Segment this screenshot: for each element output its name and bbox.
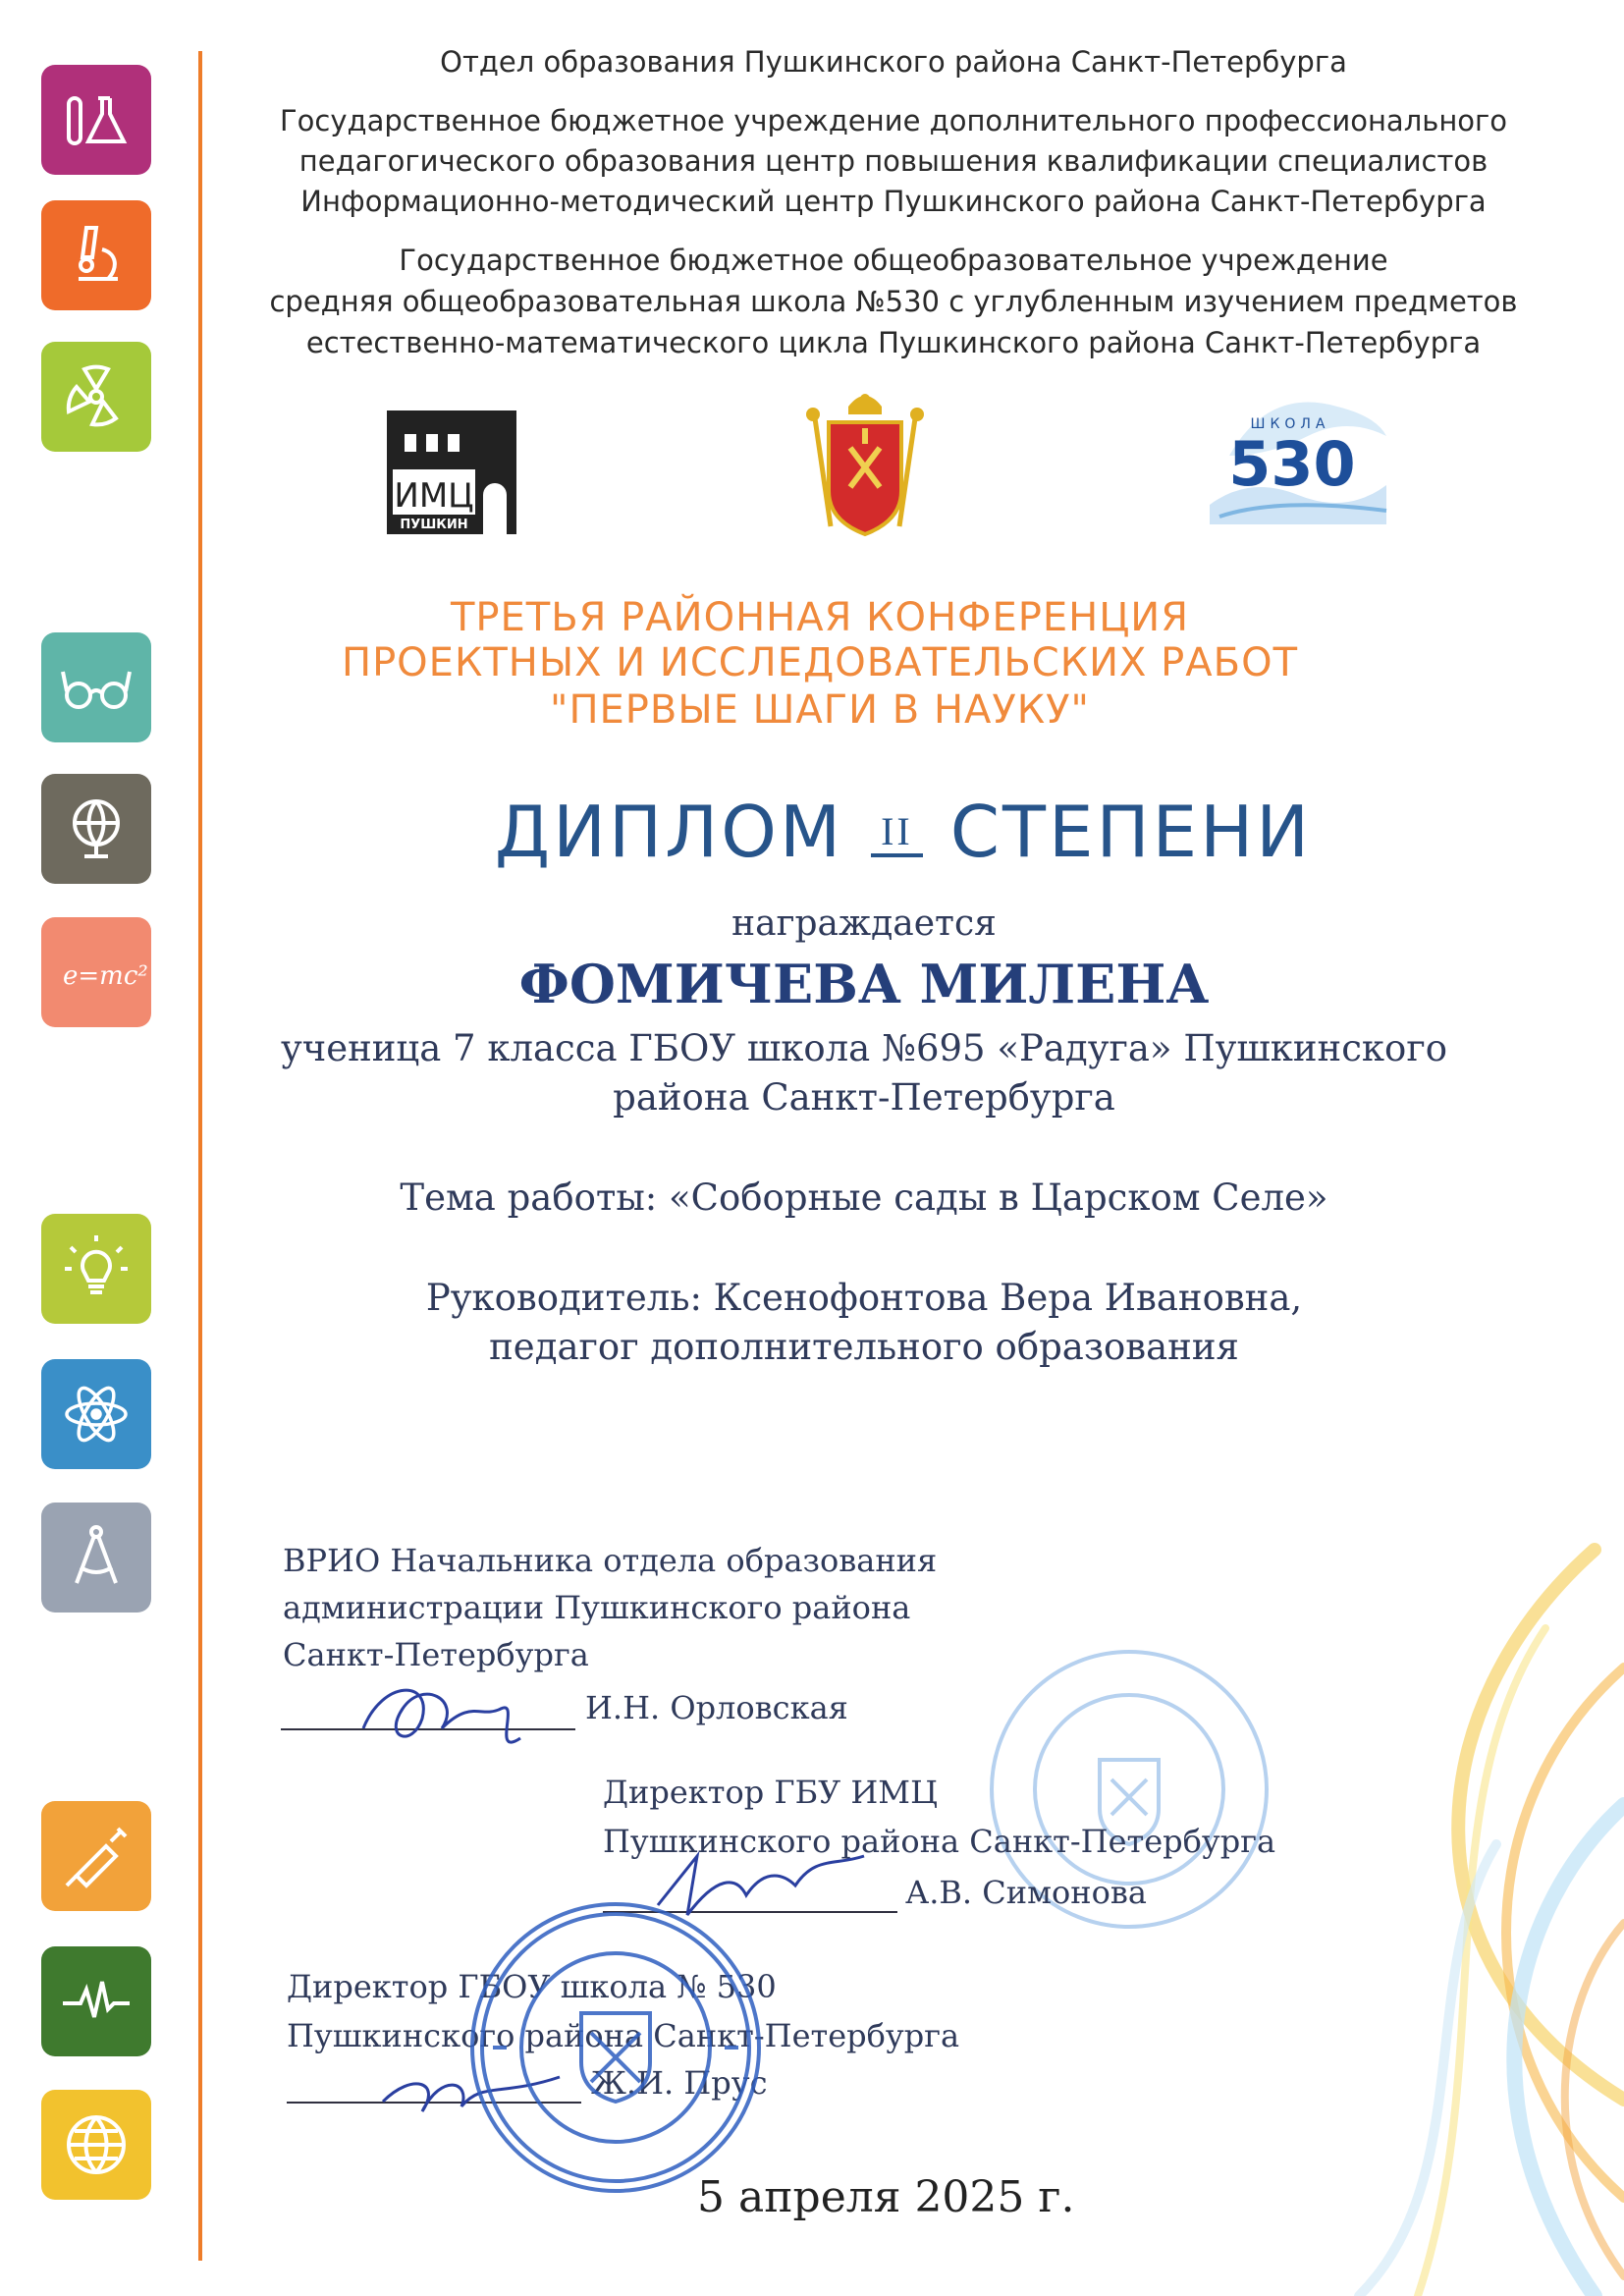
- orange-divider-line: [198, 51, 202, 2261]
- recipient-desc-line2: района Санкт-Петербурга: [613, 1076, 1115, 1119]
- decorative-waves: [1300, 1550, 1624, 2296]
- sig1-handwriting: [353, 1669, 550, 1758]
- header-line-1: Отдел образования Пушкинского района Санкт-Петербурга: [440, 45, 1347, 79]
- header-org3-line3: естественно-математического цикла Пушкинского района Санкт-Петербурга: [305, 326, 1482, 359]
- school-logo-word: ШКОЛА: [1250, 416, 1330, 432]
- degree-word: СТЕПЕНИ: [949, 791, 1313, 873]
- formula-icon: [41, 917, 151, 1027]
- diploma-degree: II: [871, 810, 923, 857]
- glasses-icon: [41, 632, 151, 742]
- coat-of-arms-emblem: [791, 389, 939, 542]
- syringe-icon: [41, 1801, 151, 1911]
- world-grid-icon: [41, 2090, 151, 2200]
- sig1-title-line1: ВРИО Начальника отдела образования: [283, 1542, 938, 1579]
- header-org2-line2: педагогического образования центр повышения квалификации специалистов: [298, 144, 1489, 178]
- header-org2-line1: Государственное бюджетное учреждение дополнительного профессионального: [279, 104, 1508, 137]
- school-530-logo: [1200, 387, 1396, 532]
- school-logo-number: 530: [1228, 428, 1356, 500]
- globe-icon: [41, 774, 151, 884]
- header-org2-line3: Информационно-методический центр Пушкинского района Санкт-Петербурга: [300, 185, 1487, 218]
- conference-title-line1: ТРЕТЬЯ РАЙОННАЯ КОНФЕРЕНЦИЯ: [450, 595, 1190, 640]
- sig1-name: И.Н. Орловская: [585, 1689, 848, 1726]
- sig2-title-line1: Директор ГБУ ИМЦ: [603, 1774, 938, 1811]
- sig2-name: А.В. Симонова: [905, 1874, 1147, 1911]
- school-stamp: [463, 1895, 768, 2200]
- leader-line1: Руководитель: Ксенофонтова Вера Ивановна,: [425, 1277, 1303, 1319]
- sig3-title-line1: Директор ГБОУ школа № 530: [287, 1968, 777, 2005]
- awarded-text: награждается: [731, 903, 997, 944]
- recipient-desc-line1: ученица 7 класса ГБОУ школа №695 «Радуга» Пушкинского: [280, 1027, 1447, 1069]
- work-theme: Тема работы: «Соборные сады в Царском Селе»: [400, 1176, 1328, 1219]
- header-org3-line1: Государственное бюджетное общеобразовательное учреждение: [399, 244, 1388, 277]
- conference-title-line2: ПРОЕКТНЫХ И ИССЛЕДОВАТЕЛЬСКИХ РАБОТ: [341, 640, 1299, 685]
- svg-text:e=mc²: e=mc²: [63, 961, 148, 991]
- sig1-title-line3: Санкт-Петербурга: [283, 1636, 589, 1673]
- imc-logo-subtext: ПУШКИН: [400, 518, 468, 532]
- sig3-title-line2: Пушкинского района Санкт-Петербурга: [287, 2017, 960, 2054]
- radiation-icon: [41, 342, 151, 452]
- microscope-icon: [41, 200, 151, 310]
- lightbulb-icon: [41, 1214, 151, 1324]
- issue-date: 5 апреля 2025 г.: [697, 2172, 1075, 2222]
- imc-logo-text: ИМЦ: [394, 476, 474, 516]
- diploma-word: ДИПЛОМ: [494, 791, 844, 873]
- leader-line2: педагог дополнительного образования: [489, 1326, 1239, 1368]
- flask-icon: [41, 65, 151, 175]
- sig2-title-line2: Пушкинского района Санкт-Петербурга: [603, 1823, 1276, 1860]
- compass-icon: [41, 1503, 151, 1613]
- recipient-name: ФОМИЧЕВА МИЛЕНА: [518, 953, 1210, 1015]
- header-org3-line2: средняя общеобразовательная школа №530 с углубленным изучением предметов: [269, 285, 1518, 318]
- conference-title-line3: "ПЕРВЫЕ ШАГИ В НАУКУ": [550, 687, 1090, 733]
- diploma-title: [412, 791, 1394, 873]
- sig1-title-line2: администрации Пушкинского района: [283, 1589, 911, 1626]
- sig3-name: Ж.И. Прус: [591, 2064, 768, 2102]
- imc-logo: [385, 407, 518, 536]
- atom-icon: [41, 1359, 151, 1469]
- heartbeat-icon: [41, 1946, 151, 2056]
